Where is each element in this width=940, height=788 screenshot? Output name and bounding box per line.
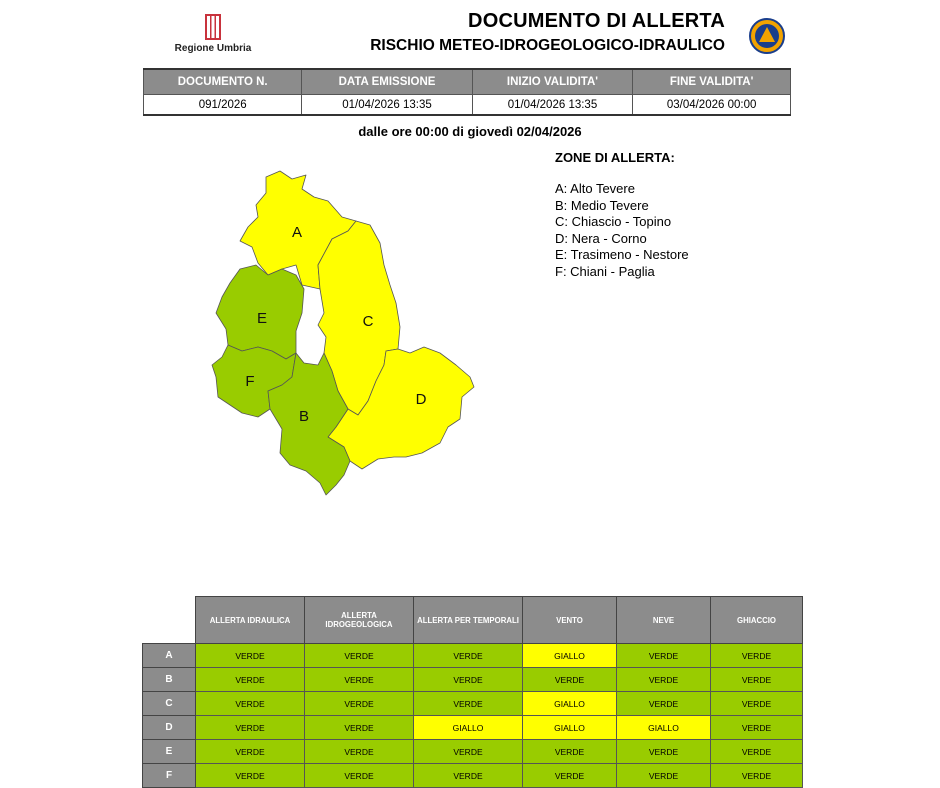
table-row (143, 692, 803, 716)
alert-level-cell: GIALLO (523, 644, 617, 668)
alert-level-cell: VERDE (711, 740, 803, 764)
document-title: DOCUMENTO DI ALLERTA (468, 10, 725, 32)
map-label-a: A (291, 224, 303, 241)
map-label-e: E (256, 310, 268, 327)
document-title-block (370, 10, 725, 55)
info-header-issue-date: DATA EMISSIONE (302, 69, 472, 95)
alert-level-cell: VERDE (711, 716, 803, 740)
alert-level-cell: VERDE (414, 668, 523, 692)
alert-level-cell: VERDE (196, 692, 305, 716)
alert-level-cell: GIALLO (523, 692, 617, 716)
alert-level-cell: VERDE (617, 692, 711, 716)
alert-header-temporali: ALLERTA PER TEMPORALI (414, 597, 523, 644)
alert-level-cell: VERDE (711, 668, 803, 692)
alert-header-idraulica: ALLERTA IDRAULICA (196, 597, 305, 644)
alert-level-cell: VERDE (523, 668, 617, 692)
zone-item-f: F: Chiani - Paglia (555, 263, 655, 279)
alert-table-corner (143, 597, 196, 644)
alert-header-neve: NEVE (617, 597, 711, 644)
alert-level-cell: VERDE (305, 668, 414, 692)
validity-period: dalle ore 00:00 di giovedì 02/04/2026 (358, 124, 582, 139)
table-row (143, 668, 803, 692)
alert-zones-map (200, 165, 490, 510)
map-label-c: C (362, 313, 374, 330)
protezione-civile-logo (749, 18, 785, 54)
map-label-f: F (245, 373, 255, 390)
alert-level-cell: VERDE (196, 668, 305, 692)
map-label-d: D (415, 391, 427, 408)
info-validity-end: 03/04/2026 00:00 (633, 95, 791, 116)
document-subtitle: RISCHIO METEO-IDROGEOLOGICO-IDRAULICO (370, 37, 725, 54)
alert-level-cell: GIALLO (523, 716, 617, 740)
alert-level-cell: VERDE (523, 740, 617, 764)
alert-level-cell: VERDE (196, 644, 305, 668)
alert-level-cell: VERDE (196, 716, 305, 740)
alert-level-cell: VERDE (414, 740, 523, 764)
zone-label-cell: B (143, 668, 196, 692)
alert-level-cell: VERDE (617, 644, 711, 668)
alert-level-cell: VERDE (711, 644, 803, 668)
alert-level-cell: VERDE (414, 644, 523, 668)
alert-table-body (143, 644, 803, 788)
alert-level-cell: VERDE (711, 692, 803, 716)
info-validity-start: 01/04/2026 13:35 (472, 95, 632, 116)
zone-item-e: E: Trasimeno - Nestore (555, 247, 689, 262)
alert-header-idrogeologica: ALLERTA IDROGEOLOGICA (305, 597, 414, 644)
info-header-validity-end: FINE VALIDITA' (633, 69, 791, 95)
alert-level-cell: VERDE (711, 764, 803, 788)
alert-level-cell: VERDE (414, 764, 523, 788)
regione-umbria-emblem-icon (205, 14, 221, 40)
table-row (143, 764, 803, 788)
table-row (143, 644, 803, 668)
table-row (143, 716, 803, 740)
region-label: Regione Umbria (174, 43, 252, 54)
zone-label-cell: C (143, 692, 196, 716)
info-issue-date: 01/04/2026 13:35 (302, 95, 472, 116)
alert-levels-table (142, 596, 803, 788)
alert-level-cell: VERDE (523, 764, 617, 788)
alert-level-cell: VERDE (414, 692, 523, 716)
zone-item-c: C: Chiascio - Topino (555, 214, 672, 229)
zones-legend-heading: ZONE DI ALLERTA: (555, 150, 675, 165)
zone-label-cell: E (143, 740, 196, 764)
protezione-civile-icon (749, 18, 785, 54)
info-document-number: 091/2026 (144, 95, 302, 116)
map-label-b: B (298, 408, 310, 425)
alert-level-cell: VERDE (617, 740, 711, 764)
zones-legend (555, 150, 689, 280)
alert-level-cell: VERDE (196, 740, 305, 764)
alert-level-cell: VERDE (305, 716, 414, 740)
alert-header-ghiaccio: GHIACCIO (711, 597, 803, 644)
document-info-table (143, 68, 791, 116)
zone-label-cell: D (143, 716, 196, 740)
info-header-validity-start: INIZIO VALIDITA' (472, 69, 632, 95)
alert-level-cell: VERDE (617, 668, 711, 692)
alert-level-cell: GIALLO (617, 716, 711, 740)
alert-level-cell: VERDE (305, 644, 414, 668)
zone-label-cell: F (143, 764, 196, 788)
alert-level-cell: VERDE (305, 692, 414, 716)
alert-level-cell: VERDE (305, 764, 414, 788)
zone-item-d: D: Nera - Corno (555, 230, 647, 246)
zone-label-cell: A (143, 644, 196, 668)
table-row (143, 740, 803, 764)
zone-item-b: B: Medio Tevere (555, 197, 649, 213)
zone-item-a: A: Alto Tevere (555, 181, 635, 196)
alert-level-cell: GIALLO (414, 716, 523, 740)
info-header-document-number: DOCUMENTO N. (144, 69, 302, 95)
alert-level-cell: VERDE (617, 764, 711, 788)
alert-level-cell: VERDE (305, 740, 414, 764)
alert-level-cell: VERDE (196, 764, 305, 788)
alert-header-vento: VENTO (523, 597, 617, 644)
regione-umbria-logo (170, 14, 256, 58)
